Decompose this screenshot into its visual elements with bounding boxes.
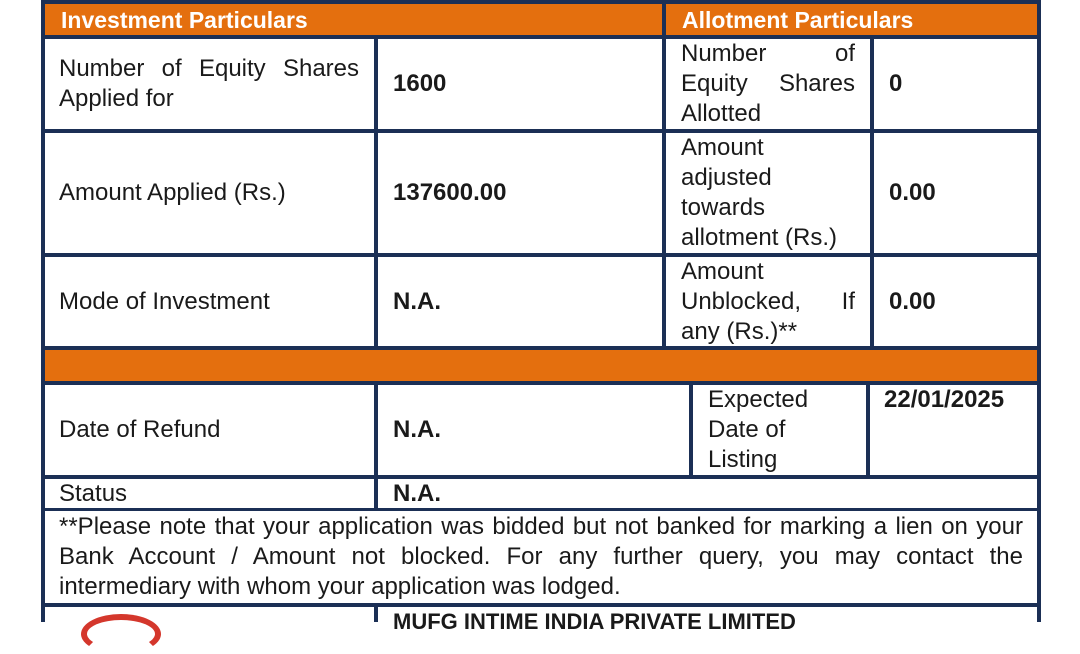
label-shares-applied-text: Number of Equity Shares Applied for bbox=[59, 55, 359, 112]
value-expected-listing-date-text: 22/01/2025 bbox=[884, 386, 1005, 413]
header-investment-label: Investment Particulars bbox=[61, 6, 308, 33]
label-amount-applied bbox=[59, 133, 359, 253]
value-expected-listing-date bbox=[884, 385, 1034, 415]
label-amount-applied-text: Amount Applied (Rs.) bbox=[59, 179, 286, 206]
label-amount-unblocked bbox=[681, 257, 855, 346]
label-shares-allotted-text: Number of Equity Shares Allotted bbox=[681, 40, 855, 127]
value-mode-of-investment-text: N.A. bbox=[393, 287, 441, 315]
company-logo bbox=[81, 614, 161, 654]
label-expected-listing-date-text: Expected Date of Listing bbox=[708, 386, 809, 473]
label-mode-of-investment bbox=[59, 257, 359, 346]
label-shares-applied bbox=[59, 39, 359, 129]
table-border bbox=[870, 39, 874, 346]
footer-company-name bbox=[393, 607, 993, 637]
header-allotment-label: Allotment Particulars bbox=[682, 6, 914, 33]
table-border bbox=[374, 385, 378, 475]
value-amount-applied-text: 137600.00 bbox=[393, 179, 507, 206]
section-divider-band bbox=[45, 350, 1037, 381]
table-border bbox=[1037, 0, 1041, 622]
application-note-text: **Please note that your application was bidded but not banked for marking a lien on your Bank Account / Amount not blocked. For any further query, you may contact the intermediary with whom your application was lodged. bbox=[59, 513, 1023, 600]
label-amount-unblocked-text: Amount Unblocked, If any (Rs.)** bbox=[681, 257, 855, 345]
value-amount-applied bbox=[393, 133, 653, 253]
label-status-text: Status bbox=[59, 479, 128, 507]
footer-company-name-text: MUFG INTIME INDIA PRIVATE LIMITED bbox=[393, 609, 796, 634]
label-amount-adjusted bbox=[681, 133, 861, 253]
table-border bbox=[41, 508, 1041, 511]
value-shares-allotted bbox=[889, 39, 1029, 129]
table-border bbox=[866, 385, 870, 475]
label-shares-allotted bbox=[681, 39, 855, 129]
label-expected-listing-date bbox=[708, 385, 858, 475]
value-date-of-refund bbox=[393, 385, 673, 475]
value-amount-unblocked bbox=[889, 257, 1029, 346]
label-date-of-refund bbox=[59, 385, 359, 475]
table-border bbox=[374, 39, 378, 346]
application-note bbox=[59, 512, 1023, 602]
label-mode-of-investment-text: Mode of Investment bbox=[59, 287, 270, 315]
value-shares-applied-text: 1600 bbox=[393, 70, 447, 97]
allotment-status-table bbox=[41, 0, 1041, 634]
table-border bbox=[374, 607, 378, 622]
table-border bbox=[662, 39, 666, 346]
label-status bbox=[59, 479, 359, 508]
value-amount-unblocked-text: 0.00 bbox=[889, 287, 936, 315]
value-status bbox=[393, 479, 993, 508]
value-mode-of-investment bbox=[393, 257, 653, 346]
header-investment bbox=[45, 4, 662, 35]
value-date-of-refund-text: N.A. bbox=[393, 416, 441, 443]
value-amount-adjusted bbox=[889, 133, 1029, 253]
label-amount-adjusted-text: Amount adjusted towards allotment (Rs.) bbox=[681, 134, 838, 251]
header-allotment bbox=[666, 4, 1037, 35]
table-border bbox=[374, 479, 378, 508]
label-date-of-refund-text: Date of Refund bbox=[59, 416, 221, 443]
value-status-text: N.A. bbox=[393, 479, 441, 507]
table-border bbox=[41, 0, 45, 622]
value-amount-adjusted-text: 0.00 bbox=[889, 179, 936, 206]
value-shares-applied bbox=[393, 39, 653, 129]
value-shares-allotted-text: 0 bbox=[889, 70, 903, 97]
table-border bbox=[689, 385, 693, 475]
